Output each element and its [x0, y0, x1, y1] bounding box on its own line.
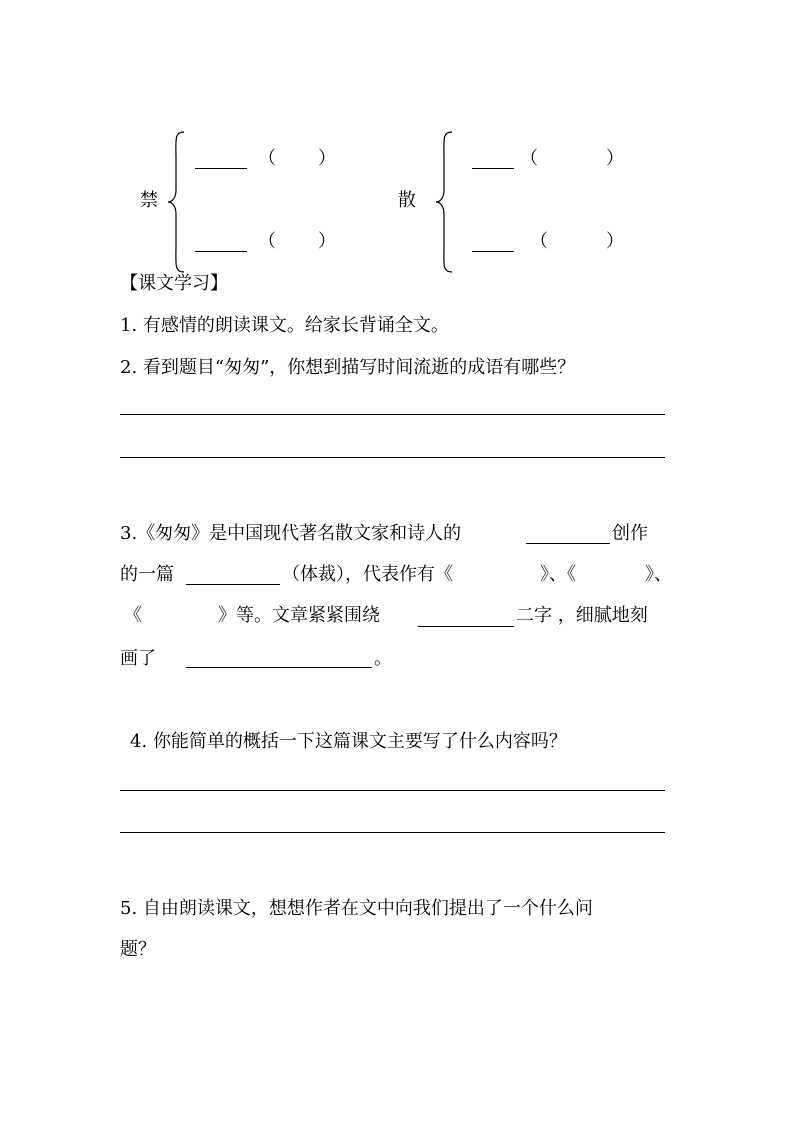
- paren-close: ）: [318, 231, 336, 252]
- blank-description[interactable]: [186, 667, 372, 668]
- blank-genre[interactable]: [186, 584, 280, 585]
- answer-line[interactable]: [120, 457, 665, 458]
- question-3-line3b: 》等。文章紧紧围绕: [218, 605, 386, 626]
- brace-icon: [436, 130, 456, 274]
- question-4: 4. 你能简单的概括一下这篇课文主要写了什么内容吗？: [130, 731, 567, 752]
- blank-author[interactable]: [526, 543, 610, 544]
- question-5-line1: 5. 自由朗读课文，想想作者在文中向我们提出了一个什么问: [120, 898, 593, 919]
- question-3-line2a: 的一篇: [120, 564, 174, 585]
- question-3-line2d: 》、: [645, 564, 672, 585]
- blank-theme[interactable]: [418, 626, 514, 627]
- paren-open: （: [520, 148, 538, 169]
- question-2: 2. 看到题目“匆匆”，你想到描写时间流逝的成语有哪些？: [120, 357, 576, 378]
- polyphone-char-2: 散: [398, 190, 416, 211]
- question-3-line3a: 《: [124, 605, 142, 626]
- question-3-line1b: 创作: [612, 523, 648, 544]
- question-5-line2: 题？: [120, 939, 156, 960]
- blank-polyphone-1a[interactable]: [195, 168, 247, 169]
- paren-close: ）: [318, 148, 336, 169]
- answer-line[interactable]: [120, 790, 665, 791]
- paren-close: ）: [606, 231, 624, 252]
- paren-close: ）: [606, 148, 624, 169]
- blank-polyphone-1b[interactable]: [195, 251, 247, 252]
- question-3-line2c: 》、《: [540, 564, 576, 585]
- question-3-line2b: （体裁），代表作有《: [282, 564, 453, 585]
- blank-polyphone-2b[interactable]: [472, 251, 514, 252]
- question-1: 1. 有感情的朗读课文。给家长背诵全文。: [120, 315, 449, 336]
- answer-line[interactable]: [120, 414, 665, 415]
- section-title: 【课文学习】: [120, 273, 228, 294]
- question-3-end: 。: [374, 648, 392, 669]
- blank-polyphone-2a[interactable]: [472, 168, 514, 169]
- paren-open: （: [258, 148, 276, 169]
- question-3-line1a: 3.《匆匆》是中国现代著名散文家和诗人的: [120, 523, 467, 544]
- question-3-line3c: 二字 ，细腻地刻: [516, 605, 648, 626]
- paren-open: （: [258, 231, 276, 252]
- paren-open: （: [530, 231, 548, 252]
- polyphone-char-1: 禁: [140, 190, 158, 211]
- answer-line[interactable]: [120, 832, 665, 833]
- question-3-line4a: 画了: [120, 648, 162, 669]
- brace-icon: [168, 130, 188, 274]
